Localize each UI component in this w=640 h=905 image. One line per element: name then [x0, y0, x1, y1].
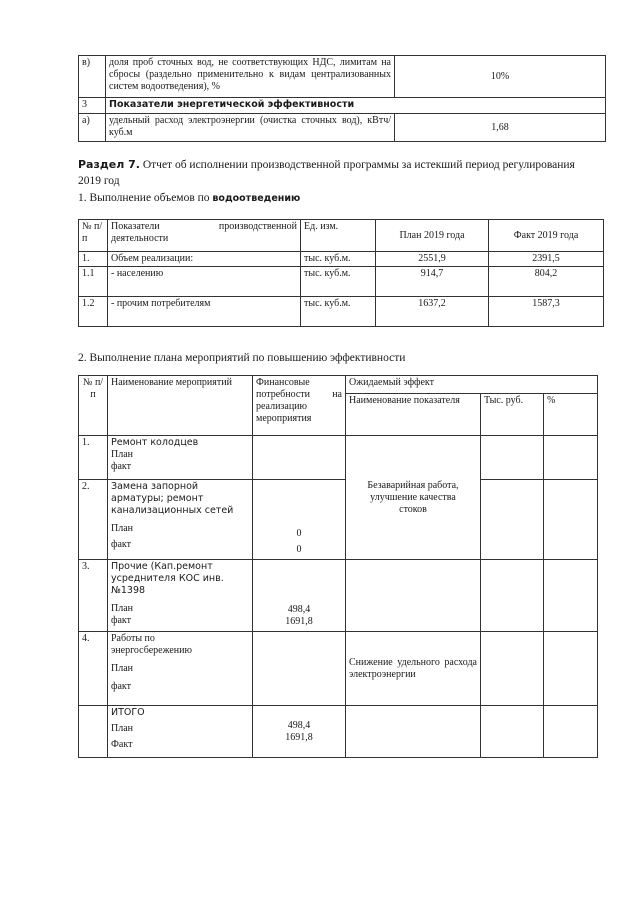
indicator-cell	[346, 560, 481, 632]
fact-label: факт	[111, 539, 132, 550]
header-fact: Факт 2019 года	[489, 220, 604, 252]
plan-label: План	[111, 723, 134, 734]
financing-cell	[253, 480, 346, 560]
table-row	[79, 114, 606, 142]
header-financing: Финансовые потребности на реализацию мероприятия	[253, 376, 346, 436]
row-name: Объем реализации:	[108, 252, 301, 267]
indicator-value: 1,68	[395, 114, 606, 142]
table-header-row	[79, 220, 604, 252]
row-plan: 1637,2	[376, 297, 489, 327]
header-plan: План 2019 года	[376, 220, 489, 252]
header-name: Наименование мероприятий	[108, 376, 253, 436]
fact-label: Факт	[111, 739, 133, 750]
rub-cell	[481, 706, 544, 758]
financing-cell	[253, 436, 346, 480]
row-fact: 804,2	[489, 267, 604, 297]
pct-cell	[544, 632, 598, 706]
row-plan: 2551,9	[376, 252, 489, 267]
rub-cell	[481, 480, 544, 560]
row-num: 4.	[79, 632, 108, 706]
total-plan-value: 498,4	[287, 719, 311, 731]
row-num: 1.2	[79, 297, 108, 327]
header-indicator: Наименование показателя	[346, 394, 481, 436]
fact-value: 1691,8	[285, 616, 313, 627]
row-name-cell	[108, 560, 253, 632]
section-label: Раздел 7.	[78, 158, 140, 171]
row-num: 1.1	[79, 267, 108, 297]
row-num: 1.	[79, 436, 108, 480]
rub-cell	[481, 560, 544, 632]
row-name-cell	[108, 632, 253, 706]
financing-cell	[253, 706, 346, 758]
subsection-2-heading: 2. Выполнение плана мероприятий по повышению эффективности	[78, 352, 406, 364]
row-num: 1.	[79, 252, 108, 267]
table-header-row	[79, 376, 598, 394]
table-row	[79, 98, 606, 114]
pct-cell	[544, 706, 598, 758]
table-row	[79, 480, 598, 560]
row-plan: 914,7	[376, 267, 489, 297]
table-row	[79, 560, 598, 632]
row-unit: тыс. куб.м.	[301, 297, 376, 327]
fact-label: факт	[111, 615, 132, 626]
row-fact: 1587,3	[489, 297, 604, 327]
total-row	[79, 706, 598, 758]
table-row	[79, 436, 598, 480]
effect-text: Безаварийная работа, улучшение качества стоков	[346, 436, 481, 560]
total-label: ИТОГО	[111, 707, 145, 718]
section-heading: Показатели энергетической эффективности	[106, 98, 606, 114]
plan-label: План	[111, 603, 134, 614]
row-num	[79, 706, 108, 758]
subsection-bold: водоотведению	[212, 193, 301, 204]
indicator-text: доля проб сточных вод, не соответствующих НДС, лимитам на сбросы (раздельно применительно к видам централизованных систем водоотведения), %	[106, 56, 395, 98]
pct-cell	[544, 436, 598, 480]
subsection-prefix: 1. Выполнение объемов по	[78, 192, 210, 204]
row-num: 3.	[79, 560, 108, 632]
row-name-cell	[108, 480, 253, 560]
row-name: - населению	[108, 267, 301, 297]
row-num: 2.	[79, 480, 108, 560]
plan-label: План	[111, 449, 134, 460]
indicator-cell	[346, 706, 481, 758]
table-row	[79, 297, 604, 327]
plan-value: 0	[296, 528, 302, 539]
table-row	[79, 252, 604, 267]
row-unit: тыс. куб.м.	[301, 267, 376, 297]
row-name-cell	[108, 706, 253, 758]
fact-label: факт	[111, 461, 132, 472]
row-number: а)	[79, 114, 106, 142]
pct-cell	[544, 480, 598, 560]
row-name: - прочим потребителям	[108, 297, 301, 327]
row-number: 3	[79, 98, 106, 114]
effect-text: Снижение удельного расхода электроэнергии	[346, 632, 481, 706]
fact-label: факт	[111, 681, 132, 692]
header-percent: %	[544, 394, 598, 436]
top-indicators-table	[78, 55, 606, 142]
section-year: 2019 год	[78, 175, 120, 187]
volume-table	[78, 219, 604, 327]
section-title: Отчет об исполнении производственной программы за истекший период регулирования	[142, 159, 575, 171]
row-number: в)	[79, 56, 106, 98]
rub-cell	[481, 436, 544, 480]
financing-cell	[253, 560, 346, 632]
measures-table	[78, 375, 598, 758]
header-num: № п/п	[79, 220, 108, 252]
table-row	[79, 267, 604, 297]
financing-cell	[253, 632, 346, 706]
pct-cell	[544, 560, 598, 632]
plan-value: 498,4	[287, 604, 311, 615]
header-unit: Ед. изм.	[301, 220, 376, 252]
measure-name: Ремонт колодцев	[111, 437, 199, 448]
plan-label: План	[111, 523, 134, 534]
header-indicator: Показатели производственной деятельности	[108, 220, 301, 252]
section-7-heading	[78, 158, 598, 172]
subsection-1-heading	[78, 191, 300, 206]
indicator-text: удельный расход электроэнергии (очистка сточных вод), кВтч/куб.м	[106, 114, 395, 142]
table-row	[79, 56, 606, 98]
table-row	[79, 632, 598, 706]
header-effect: Ожидаемый эффект	[346, 376, 598, 394]
header-rub: Тыс. руб.	[481, 394, 544, 436]
rub-cell	[481, 632, 544, 706]
total-fact-value: 1691,8	[285, 731, 313, 743]
fact-value: 0	[296, 544, 302, 555]
measure-name: Работы по энергосбережению	[111, 633, 192, 656]
header-num: № п/п	[79, 376, 108, 436]
row-unit: тыс. куб.м.	[301, 252, 376, 267]
row-name-cell	[108, 436, 253, 480]
measure-name: Прочие (Кап.ремонт усреднителя КОС инв.№1398	[111, 561, 224, 596]
measure-name: Замена запорной арматуры; ремонт канализационных сетей	[111, 481, 234, 516]
row-fact: 2391,5	[489, 252, 604, 267]
indicator-value: 10%	[395, 56, 606, 98]
plan-label: План	[111, 663, 134, 674]
